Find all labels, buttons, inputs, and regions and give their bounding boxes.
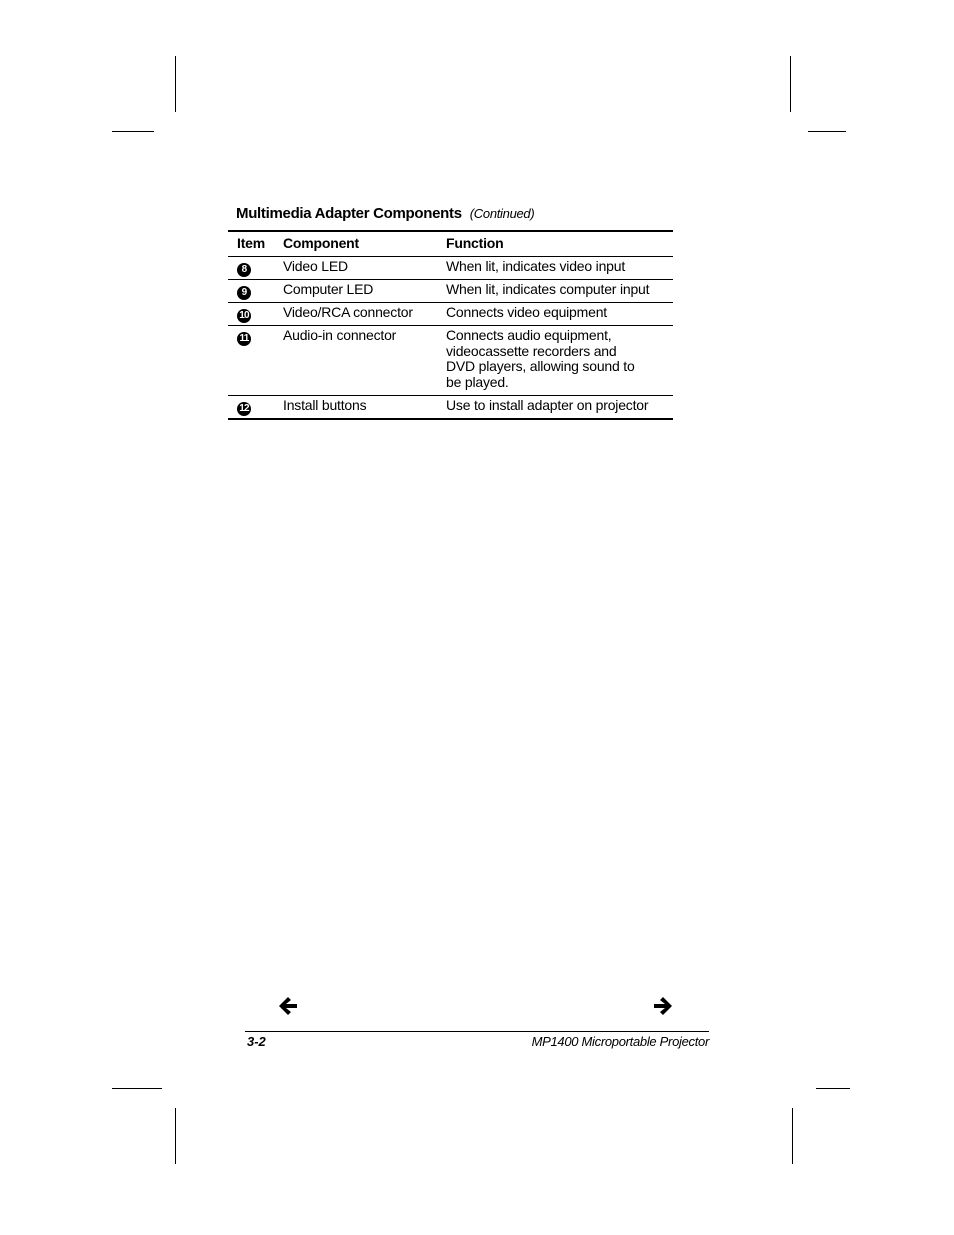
item-number — [237, 259, 277, 277]
footer-rule — [245, 1031, 709, 1032]
page-number: 3-2 — [247, 1034, 266, 1049]
table-row-divider — [228, 395, 673, 396]
function-cell: When lit, indicates video input — [446, 258, 626, 274]
item-number — [237, 282, 277, 300]
item-number-badge: 10 — [237, 309, 251, 323]
component-cell: Install buttons — [283, 397, 367, 413]
function-cell: When lit, indicates computer input — [446, 281, 650, 297]
table-title-text: Multimedia Adapter Components — [236, 205, 462, 222]
crop-mark-top-left-vertical — [175, 56, 176, 112]
crop-mark-bottom-left-horizontal — [112, 1088, 162, 1089]
crop-mark-top-right-horizontal — [808, 131, 846, 132]
header-component: Component — [283, 235, 359, 251]
table-top-rule — [228, 230, 673, 232]
crop-mark-top-left-horizontal — [112, 131, 154, 132]
crop-mark-top-right-vertical — [790, 56, 791, 112]
item-number-badge: 12 — [237, 402, 251, 416]
component-cell: Audio-in connector — [283, 327, 397, 343]
item-number-badge: 11 — [237, 332, 251, 346]
component-cell: Video LED — [283, 258, 348, 274]
function-cell: Use to install adapter on projector — [446, 397, 649, 413]
component-cell: Video/RCA connector — [283, 304, 413, 320]
crop-mark-bottom-left-vertical — [175, 1108, 176, 1164]
left-arrow-icon[interactable] — [277, 994, 299, 1018]
crop-mark-bottom-right-vertical — [792, 1108, 793, 1164]
header-function: Function — [446, 235, 504, 251]
component-cell: Computer LED — [283, 281, 374, 297]
table-bottom-rule — [228, 418, 673, 420]
table-header-rule — [228, 256, 673, 257]
item-number-badge: 9 — [237, 286, 251, 300]
function-cell: Connects audio equipment, videocassette recorders and DVD players, allowing sound to be played. — [446, 327, 635, 390]
header-item: Item — [237, 235, 265, 251]
table-title — [236, 205, 534, 222]
table-row-divider — [228, 325, 673, 326]
right-arrow-icon[interactable] — [652, 994, 674, 1018]
item-number — [237, 305, 277, 323]
item-number — [237, 398, 277, 416]
crop-mark-bottom-right-horizontal — [816, 1088, 850, 1089]
document-title: MP1400 Microportable Projector — [531, 1034, 709, 1049]
item-number — [237, 328, 277, 346]
table-continued-label: (Continued) — [469, 206, 535, 221]
item-number-badge: 8 — [237, 263, 251, 277]
table-row-divider — [228, 279, 673, 280]
function-cell: Connects video equipment — [446, 304, 607, 320]
table-row-divider — [228, 302, 673, 303]
